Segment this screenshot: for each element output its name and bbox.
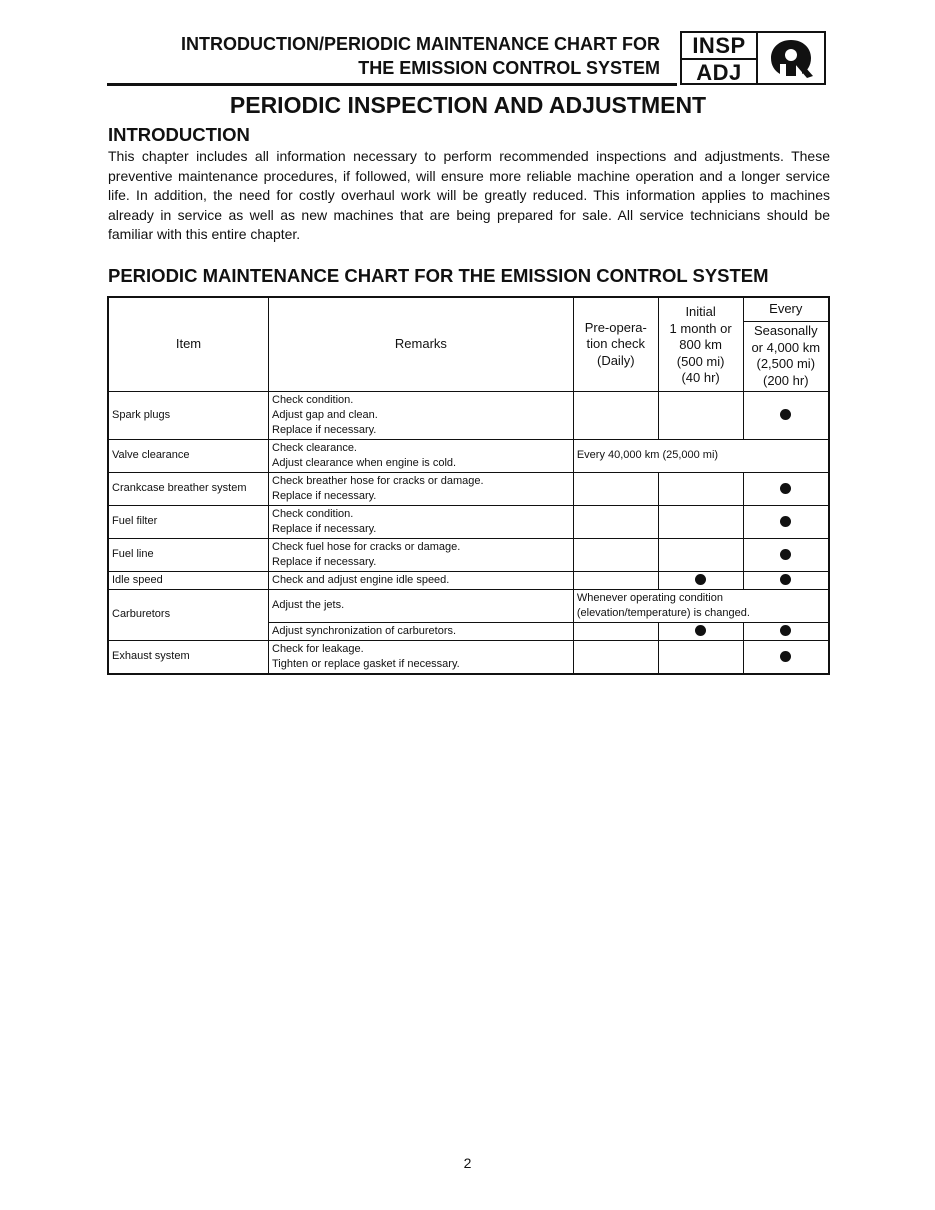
check-dot bbox=[780, 574, 791, 585]
initial-cell bbox=[658, 640, 743, 674]
every-cell bbox=[743, 391, 829, 439]
remarks-cell: Adjust the jets. bbox=[269, 589, 574, 622]
col-every-detail: Seasonally or 4,000 km (2,500 mi) (200 hr) bbox=[743, 321, 829, 391]
introduction-body: This chapter includes all information necessary to perform recommended inspections and adjustments. These preventive maintenance procedures, if followed, will ensure more reliable machine operation and a longer service life. In addition, the need for costly overhaul work will be greatly reduced. This information applies to machines already in service as well as new machines that are being prepared for sale. All service technicians should be familiar with this entire chapter. bbox=[108, 148, 830, 242]
col-every-label: Every bbox=[743, 297, 829, 321]
badge-insp: INSP bbox=[682, 33, 756, 60]
remarks-cell bbox=[269, 439, 574, 472]
maintenance-chart-table bbox=[107, 296, 830, 675]
table-row bbox=[108, 538, 829, 571]
header-title-line2: THE EMISSION CONTROL SYSTEM bbox=[358, 58, 660, 78]
col-preop: Pre-opera- tion check (Daily) bbox=[573, 297, 658, 391]
remark-line: Replace if necessary. bbox=[272, 489, 377, 502]
remark-line: Check clearance. bbox=[272, 441, 357, 454]
remark-line: Replace if necessary. bbox=[272, 423, 377, 436]
check-dot bbox=[695, 625, 706, 636]
header-row bbox=[108, 297, 829, 321]
initial-cell bbox=[658, 472, 743, 505]
every-cell bbox=[743, 538, 829, 571]
item-cell: Idle speed bbox=[108, 571, 269, 589]
remark-line: Check for leakage. bbox=[272, 642, 364, 655]
table-row bbox=[108, 472, 829, 505]
check-dot bbox=[780, 549, 791, 560]
col-item: Item bbox=[108, 297, 269, 391]
table-row bbox=[108, 439, 829, 472]
col-remarks: Remarks bbox=[269, 297, 574, 391]
badge-adj: ADJ bbox=[696, 60, 742, 85]
remark-line: Tighten or replace gasket if necessary. bbox=[272, 657, 460, 670]
initial-cell bbox=[658, 391, 743, 439]
every-cell bbox=[743, 472, 829, 505]
remarks-cell: Check and adjust engine idle speed. bbox=[269, 571, 574, 589]
remark-line: Check condition. bbox=[272, 507, 354, 520]
preop-cell bbox=[573, 391, 658, 439]
remark-line: Adjust gap and clean. bbox=[272, 408, 378, 421]
preop-cell bbox=[573, 622, 658, 640]
interval-span-cell: Every 40,000 km (25,000 mi) bbox=[573, 439, 829, 472]
preop-cell bbox=[573, 640, 658, 674]
every-cell bbox=[743, 505, 829, 538]
every-cell bbox=[743, 640, 829, 674]
remark-line: Check condition. bbox=[272, 393, 354, 406]
remark-line: Replace if necessary. bbox=[272, 522, 377, 535]
check-dot bbox=[780, 651, 791, 662]
remark-line: Adjust clearance when engine is cold. bbox=[272, 456, 457, 469]
preop-cell bbox=[573, 538, 658, 571]
remarks-cell bbox=[269, 538, 574, 571]
interval-span-cell: Whenever operating condition (elevation/temperature) is changed. bbox=[573, 589, 829, 622]
header-rule bbox=[107, 83, 677, 86]
remarks-cell bbox=[269, 472, 574, 505]
col-initial-detail: 1 month or 800 km (500 mi) (40 hr) bbox=[669, 320, 732, 385]
check-dot bbox=[780, 409, 791, 420]
item-cell: Fuel filter bbox=[108, 505, 269, 538]
check-dot bbox=[695, 574, 706, 585]
item-cell: Fuel line bbox=[108, 538, 269, 571]
preop-cell bbox=[573, 505, 658, 538]
check-dot bbox=[780, 625, 791, 636]
table-row bbox=[108, 589, 829, 622]
remarks-cell: Adjust synchronization of carburetors. bbox=[269, 622, 574, 640]
table-row bbox=[108, 391, 829, 439]
badge-text bbox=[682, 33, 758, 83]
header-title bbox=[108, 32, 660, 80]
initial-cell bbox=[658, 571, 743, 589]
page-number: 2 bbox=[463, 1155, 472, 1171]
table-row bbox=[108, 571, 829, 589]
item-cell: Crankcase breather system bbox=[108, 472, 269, 505]
check-dot bbox=[780, 483, 791, 494]
col-initial bbox=[658, 297, 743, 391]
remark-line: Check fuel hose for cracks or damage. bbox=[272, 540, 461, 553]
check-dot bbox=[780, 516, 791, 527]
remarks-cell bbox=[269, 640, 574, 674]
remarks-cell bbox=[269, 391, 574, 439]
page-title: PERIODIC INSPECTION AND ADJUSTMENT bbox=[229, 92, 707, 118]
introduction-heading: INTRODUCTION bbox=[108, 124, 250, 145]
item-cell: Exhaust system bbox=[108, 640, 269, 674]
preop-cell bbox=[573, 472, 658, 505]
remarks-cell bbox=[269, 505, 574, 538]
initial-cell bbox=[658, 505, 743, 538]
table-row bbox=[108, 505, 829, 538]
chart-heading: PERIODIC MAINTENANCE CHART FOR THE EMISSION CONTROL SYSTEM bbox=[108, 265, 769, 286]
item-cell: Valve clearance bbox=[108, 439, 269, 472]
initial-cell bbox=[658, 622, 743, 640]
remark-line: Replace if necessary. bbox=[272, 555, 377, 568]
item-cell: Carburetors bbox=[108, 589, 269, 640]
wrench-icon bbox=[758, 33, 824, 83]
col-initial-label: Initial bbox=[685, 304, 716, 319]
every-cell bbox=[743, 622, 829, 640]
table-row bbox=[108, 640, 829, 674]
every-cell bbox=[743, 571, 829, 589]
initial-cell bbox=[658, 538, 743, 571]
remark-line: Check breather hose for cracks or damage. bbox=[272, 474, 484, 487]
section-badge bbox=[680, 31, 826, 85]
item-cell: Spark plugs bbox=[108, 391, 269, 439]
preop-cell bbox=[573, 571, 658, 589]
header-title-line1: INTRODUCTION/PERIODIC MAINTENANCE CHART FOR bbox=[181, 34, 660, 54]
